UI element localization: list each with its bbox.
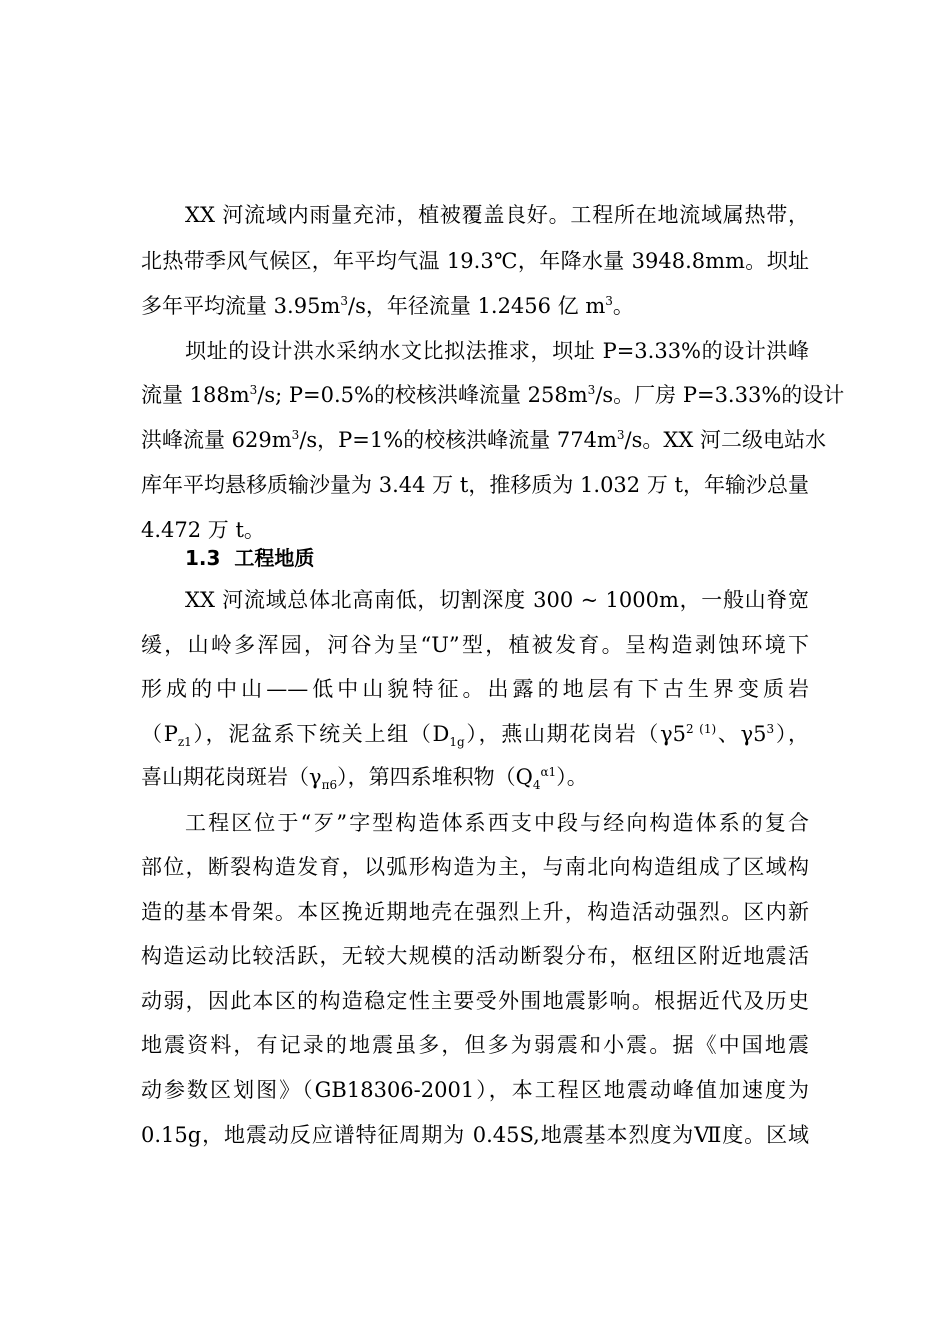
text-run: ）。	[556, 765, 588, 789]
paragraph-2-line-5: 4.472 万 t。	[141, 518, 265, 542]
text-run: /s，年径流量 1.2456 亿 m	[348, 294, 606, 318]
paragraph-4-line-1: 工程区位于“歹”字型构造体系西支中段与经向构造体系的复合	[185, 811, 809, 835]
text-run: ），	[774, 722, 810, 746]
subscript: z1	[177, 735, 192, 750]
paragraph-4-line-2: 部位，断裂构造发育，以弧形构造为主，与南北向构造组成了区域构	[141, 855, 809, 879]
paragraph-4-line-6: 地震资料，有记录的地震虽多，但多为弱震和小震。据《中国地震	[141, 1033, 809, 1057]
text-run: 多年平均流量 3.95m	[141, 294, 341, 318]
paragraph-2-line-2	[141, 380, 845, 410]
text-run: /s; P=0.5%的校核洪峰流量 258m	[257, 383, 588, 407]
paragraph-4-line-7: 动参数区划图》（GB18306-2001），本工程区地震动峰值加速度为	[141, 1078, 809, 1102]
subscript: π6	[321, 778, 338, 793]
paragraph-3-line-2: 缓，山岭多浑园，河谷为呈“U”型，植被发育。呈构造剥蚀环境下	[141, 633, 809, 657]
text-run: /s。XX 河二级电站水	[624, 428, 826, 452]
superscript: 3	[249, 383, 258, 397]
text-run: 。	[612, 294, 634, 318]
paragraph-4-line-4: 构造运动比较活跃，无较大规模的活动断裂分布，枢纽区附近地震活	[141, 944, 809, 968]
superscript: 3	[340, 294, 348, 308]
paragraph-2-line-4: 库年平均悬移质输沙量为 3.44 万 t，推移质为 1.032 万 t，年输沙总量	[141, 473, 809, 497]
paragraph-3-line-5	[141, 762, 809, 792]
subscript: 4	[532, 778, 541, 793]
superscript: 3	[587, 383, 596, 397]
paragraph-3-line-1: XX 河流域总体北高南低，切割深度 300 ~ 1000m，一般山脊宽	[185, 588, 809, 612]
text-run: 流量 188m	[141, 383, 250, 407]
paragraph-4-line-3: 造的基本骨架。本区挽近期地壳在强烈上升，构造活动强烈。区内新	[141, 900, 809, 924]
text-run: 喜山期花岗斑岩（γ	[141, 765, 322, 789]
paragraph-3-line-4	[141, 719, 809, 749]
text-run: /s，P=1%的校核洪峰流量 774m	[299, 428, 617, 452]
section-heading	[185, 543, 314, 573]
superscript: 3	[766, 722, 775, 736]
section-number: 1.3	[185, 546, 221, 570]
superscript: 3	[605, 294, 613, 308]
text-run: 、γ5	[716, 722, 767, 746]
paragraph-4-line-8: 0.15g，地震动反应谱特征周期为 0.45S,地震基本烈度为Ⅶ度。区域	[141, 1123, 809, 1147]
subscript: 1g	[449, 735, 465, 750]
paragraph-1-line-3	[141, 291, 809, 321]
paragraph-2-line-1: 坝址的设计洪水采纳水文比拟法推求，坝址 P=3.33%的设计洪峰	[185, 339, 809, 363]
text-run: ），泥盆系下统关上组（D	[191, 722, 450, 746]
paragraph-1-line-2: 北热带季风气候区，年平均气温 19.3℃，年降水量 3948.8mm。坝址	[141, 249, 809, 273]
text-run: （P	[141, 722, 178, 746]
text-run: ），燕山期花岗岩（γ5	[464, 722, 687, 746]
superscript: 2 (1)	[686, 722, 717, 736]
superscript: α1	[540, 765, 557, 779]
paragraph-2-line-3	[141, 425, 826, 455]
superscript: 3	[616, 428, 625, 442]
paragraph-3-line-3: 形成的中山——低中山貌特征。出露的地层有下古生界变质岩	[141, 677, 809, 701]
section-title: 工程地质	[234, 546, 315, 570]
text-run: 洪峰流量 629m	[141, 428, 292, 452]
paragraph-1-line-1: XX 河流域内雨量充沛，植被覆盖良好。工程所在地流域属热带，	[185, 203, 809, 227]
text-run: /s。厂房 P=3.33%的设计	[595, 383, 845, 407]
superscript: 3	[291, 428, 300, 442]
text-run: ），第四系堆积物（Q	[337, 765, 533, 789]
paragraph-4-line-5: 动弱，因此本区的构造稳定性主要受外围地震影响。根据近代及历史	[141, 989, 809, 1013]
